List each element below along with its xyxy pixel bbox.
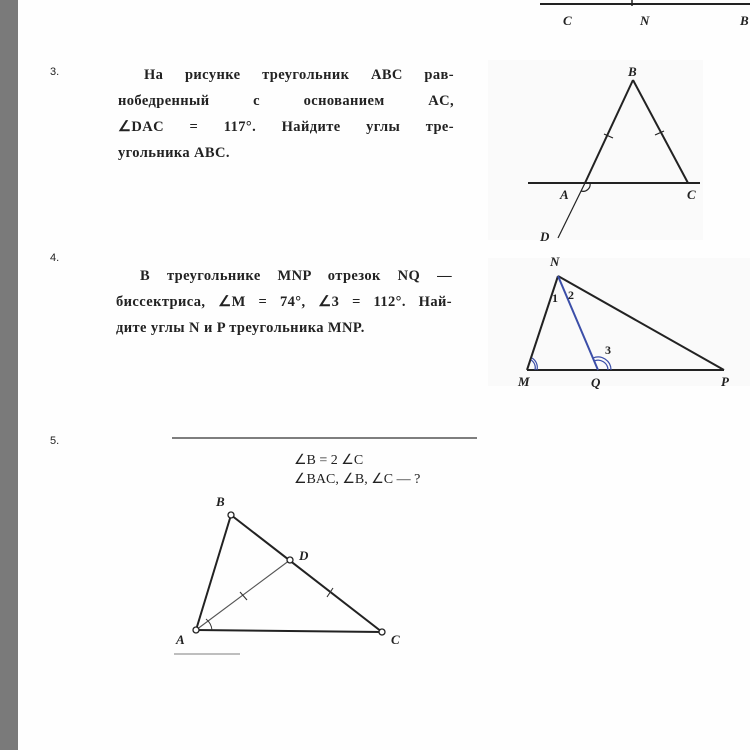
p3-label-d: D — [540, 229, 550, 244]
problem-3-line-4: угольника ABC. — [118, 145, 230, 161]
problem-4-number: 4. — [50, 252, 60, 264]
p4-label-m: M — [518, 374, 530, 389]
problem-4-figure — [488, 254, 750, 390]
p3-label-b: B — [628, 64, 637, 79]
problem-5-given: ∠B = 2 ∠C — [294, 453, 364, 468]
p4-angle-3: 3 — [605, 343, 611, 357]
top-label-n: N — [640, 13, 650, 28]
problem-4-line-1: В треугольнике MNP отрезок NQ — — [140, 268, 452, 284]
top-label-c: C — [563, 13, 572, 28]
p5-label-b: B — [216, 494, 225, 509]
problem-4-line-3: дите углы N и P треугольника MNP. — [116, 320, 365, 336]
p4-label-q: Q — [591, 375, 601, 390]
p3-label-c: C — [687, 187, 696, 202]
p3-label-a: A — [560, 187, 569, 202]
problem-5-number: 5. — [50, 435, 60, 447]
problem-5-find: ∠BAC, ∠B, ∠C — ? — [294, 472, 421, 487]
p4-label-n: N — [550, 254, 560, 269]
problem-3-line-2: нобедренный с основанием AC, — [118, 93, 454, 109]
p5-label-c: C — [391, 632, 400, 647]
top-cropped-figure — [540, 0, 750, 28]
problem-3-line-1: На рисунке треугольник ABC рав- — [144, 67, 454, 83]
p4-angle-1: 1 — [552, 291, 558, 305]
p5-label-d: D — [299, 548, 309, 563]
problem-3-line-3: ∠DAC = 117°. Найдите углы тре- — [118, 119, 454, 135]
p4-label-p: P — [721, 374, 729, 389]
top-label-b: B — [740, 13, 749, 28]
p4-angle-2: 2 — [568, 288, 574, 302]
problem-5-figure — [174, 494, 400, 654]
problem-4-line-2: биссектриса, ∠M = 74°, ∠3 = 112°. Най- — [116, 294, 452, 310]
problem-3-number: 3. — [50, 66, 60, 78]
problem-3-figure — [488, 60, 703, 244]
p5-label-a: A — [176, 632, 185, 647]
